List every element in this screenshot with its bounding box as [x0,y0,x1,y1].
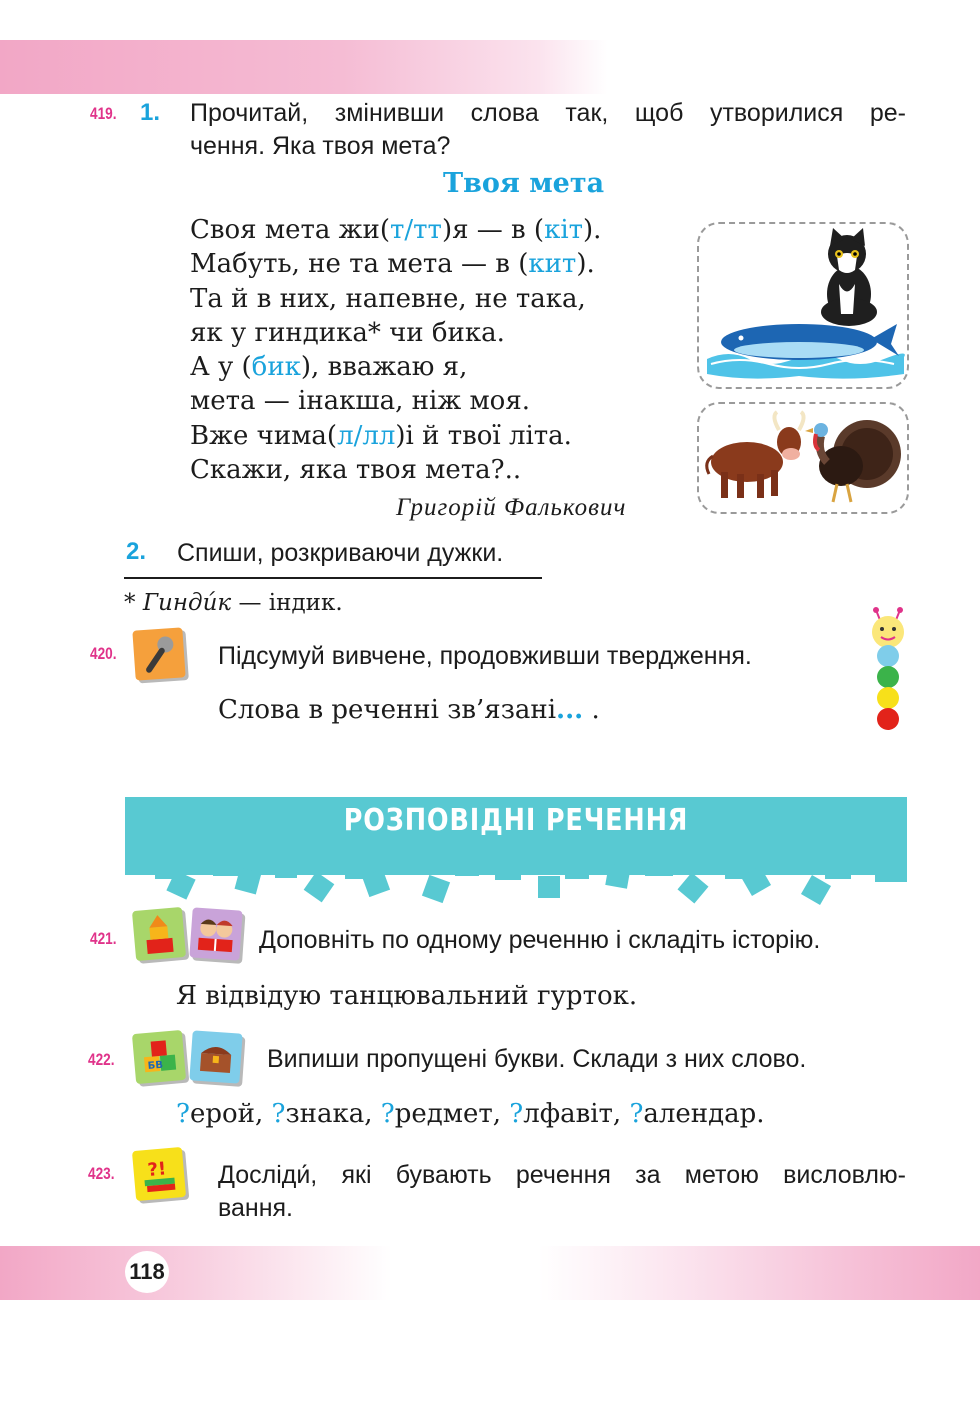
footnote-term: Гинди́к [142,590,232,616]
exercise-number: 423. [88,1164,115,1183]
part-number: 2. [126,538,147,565]
poem-text: )я — в ( [441,215,545,245]
poem-author: Григорій Фалькович [396,494,627,521]
cat-whale-illustration [697,222,909,389]
task-text: Випиши пропущені букви. Склади з них слово. [267,1045,807,1073]
exercise-number: 420. [90,644,117,663]
exercise-number: 421. [90,929,117,948]
poem-text: А у ( [190,352,252,383]
poem-line: мета — інакша, ніж моя. [190,386,530,417]
statement-end: . [583,695,600,725]
starter-sentence: Я відвідую танцювальний гурток. [176,981,638,1011]
word-fragment: лфавіт, [523,1099,630,1129]
footnote-divider [124,577,542,579]
poem-text: ), вважаю я, [300,352,468,383]
question-mark: ? [176,1099,190,1129]
svg-text:?!: ?! [146,1158,168,1181]
poem-blank: бик [251,352,301,383]
question-mark: ? [509,1099,524,1129]
poem-text: ). [583,215,602,245]
word-fragment: алендар. [643,1099,765,1129]
statement-text: Слова в реченні зв’язані [218,695,557,725]
bull-turkey-image [699,404,907,512]
footnote [124,590,343,616]
task-text-line1: Прочитай, змінивши слова так, щоб утворилися ре- [190,99,906,127]
header-band [0,40,980,94]
toy-blocks-icon [132,907,186,961]
task-text: Доповніть по одному реченню і складіть історію. [259,926,821,954]
task-text-line2: вання. [218,1194,293,1222]
word-fragment: ерой, [189,1099,272,1129]
banner-fringe [125,860,907,905]
task-text-line1: Досліди́, які бувають речення за метою висловлю- [218,1161,906,1189]
statement-sentence [218,695,600,725]
poem-line [190,350,601,384]
exercise-number: 419. [90,104,117,123]
missing-letters-words [176,1099,765,1129]
treasure-chest-icon [189,1030,242,1083]
cat-whale-image [699,224,907,387]
poem-blank: кіт [544,215,584,245]
part2-task: Спиши, розкриваючи дужки. [177,539,504,567]
poem-text: Вже чима( [190,420,338,451]
word-fragment: редмет, [394,1099,510,1129]
poem-title: Твоя мета [443,168,605,199]
poem-line [190,247,601,281]
word-fragment: знака, [285,1099,381,1129]
poem [190,213,601,487]
poem-line [190,213,601,247]
poem-line: Та й в них, напевне, не така, [190,283,586,314]
poem-line [190,419,601,453]
page-number: 118 [125,1251,169,1293]
question-mark: ? [271,1099,286,1129]
question-book-icon [132,1147,186,1201]
poem-text: Своя мета жи( [190,215,391,245]
task-text: Підсумуй вивчене, продовживши твердження. [218,642,752,670]
bull-turkey-illustration [697,402,909,514]
svg-text:БВ: БВ [147,1059,164,1072]
poem-text: Мабуть, не та мета — в ( [190,249,529,280]
question-mark: ? [380,1099,395,1129]
poem-text: ). [576,249,595,280]
footnote-mark: * [124,590,143,616]
letter-blocks-icon [132,1030,186,1084]
question-mark: ? [629,1099,644,1129]
task-text-line2: чення. Яка твоя мета? [190,132,451,160]
caterpillar-icon [866,606,910,736]
poem-blank: т/тт [390,215,442,245]
exercise-number: 422. [88,1050,115,1069]
poem-line: як у гиндика* чи бика. [190,317,505,348]
poem-blank: кит [528,249,577,280]
children-reading-icon [189,907,242,960]
section-title: РОЗПОВІДНІ РЕЧЕННЯ [343,803,689,838]
statement-dots: ... [556,695,584,725]
footnote-definition: — індик. [231,590,343,616]
part-number: 1. [140,99,161,126]
poem-text: )і й твої літа. [395,420,572,451]
poem-blank: л/лл [337,420,396,451]
microphone-icon [132,627,185,680]
poem-line: Скажи, яка твоя мета?.. [190,455,522,486]
